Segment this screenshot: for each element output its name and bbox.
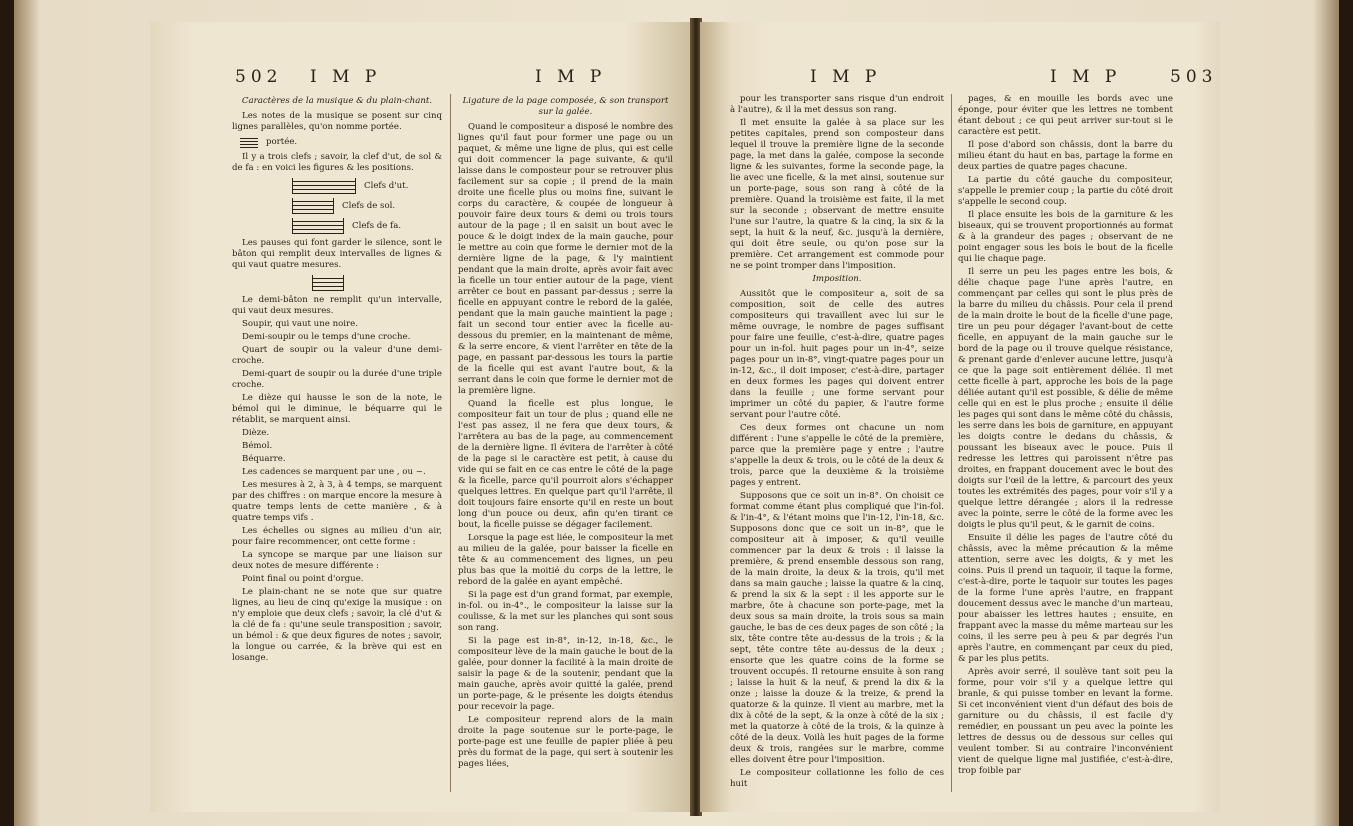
list-item: Bémol. — [242, 441, 273, 451]
page-number: 502 — [235, 67, 283, 87]
staff-icon — [312, 275, 344, 291]
list-item: Demi-soupir ou le temps d'une croche. — [242, 332, 411, 342]
running-head: I M P — [310, 67, 382, 87]
paragraph: Les notes de la musique se posent sur cinq lignes parallèles, qu'on nomme portée. — [232, 111, 442, 132]
left-page — [150, 22, 690, 812]
paragraph: Ensuite il délie les pages de l'autre côté du châssis, avec la même précaution & la même attention, serre avec les doigts, & y met les coins. Puis il prend un taquoir, il taque la forme, c'est-à-dire, porte le taquoir sur toutes les pages de la forme l'une après l'autre, en frappant doucement dessus avec le manche d'un marteau, pour abaisser les lettres hautes ; ensuite, en frappant avec la masse du même marteau sur les coins, il les serre peu à peu & par degrés l'un après l'autre, en commençant par ceux du pied, & par les plus petits. — [958, 533, 1173, 664]
running-head: I M P — [535, 67, 607, 87]
staff-icon — [292, 198, 334, 214]
paragraph: Le plain-chant ne se note que sur quatre lignes, au lieu de cinq qu'exige la musique : on n'y emploie que deux clefs ; savoir, la clé d'ut & la clé de fa : qu'une seule transposition ; savoir, un bémol : & que deux figures de notes ; savoir, la longue ou carrée, & la brève qui est en losange. — [232, 587, 442, 663]
clef-figure — [292, 178, 442, 194]
book-edge-right — [1339, 0, 1353, 826]
paragraph: Si la page est in-8°, in-12, in-18, &c., le compositeur lève de la main gauche le bout de la galée, pour donner la facilité à la main droite de saisir la page & de la soutenir, pendant que la main gauche, après avoir quitté la galée, prend un porte-page, & le présente les doigts étendus pour recevoir la page. — [458, 636, 673, 712]
section-title: Imposition. — [812, 274, 862, 284]
paragraph: pour les transporter sans risque d'un endroit à l'autre), & il la met dessus son rang. — [730, 94, 944, 115]
paragraph: Aussitôt que le compositeur a, soit de sa composition, soit de celle des autres compositeurs qui travaillent avec lui sur le même ouvrage, le nombre de pages suffisant pour faire une feuille, c'est-à-dire, quatre pages pour un in-fol. huit pages pour un in-4°, seize pages pour un in-8°, vingt-quatre pages pour un in-12, &c., il doit imposer, c'est-à-dire, partager en deux formes les pages qui doivent entrer dans la feuille ; une forme servant pour imprimer un côté du papier, & l'autre forme servant pour l'autre côté. — [730, 289, 944, 420]
staff-icon — [292, 218, 344, 234]
baton-figure — [312, 275, 442, 291]
paragraph: Le dièze qui hausse le son de la note, le bémol qui le diminue, le béquarre qui le rétablit, se marquent ainsi. — [232, 393, 442, 425]
paragraph: Le compositeur collationne les folio de ces huit — [730, 768, 944, 789]
column-rule — [450, 94, 451, 792]
paragraph: Ces deux formes ont chacune un nom différent : l'une s'appelle le côté de la première, parce que la première page y entre ; l'autre s'appelle la deux & trois, ou le côté de la deux & trois, parce que la deuxième & la troisième pages y entrent. — [730, 423, 944, 488]
book-edge-left — [0, 0, 14, 826]
section-title: Ligature de la page composée, & son transport sur la galée. — [462, 96, 669, 117]
list-item: Quart de soupir ou la valeur d'une demi-croche. — [232, 345, 442, 366]
clef-label: Clefs de fa. — [352, 220, 402, 231]
paragraph: Quand la ficelle est plus longue, le compositeur fait un tour de plus ; quand elle ne l'est pas assez, il ne fera que deux tours, & l'arrêtera au bas de la page, au commencement de la dernière ligne. Il évitera de l'arrêter à côté de la page si le caractère est petit, à cause du vide qui se fait en ce cas entre le côté de la page & la ficelle, parce qu'il pourroit alors s'échapper quelques lettres. En quelque part qu'il l'arrête, il doit toujours faire ensorte qu'il en reste un bout long d'un pouce ou deux, afin qu'en tirant ce bout, la ficelle puisse se dégager facilement. — [458, 399, 673, 530]
paragraph: Après avoir serré, il soulève tant soit peu la forme, pour voir s'il y a quelque lettre qui branle, & qui puisse tomber en levant la forme. Si cet inconvénient vient d'un défaut des bois de garniture ou du châssis, il est facile d'y remédier, en poussant un peu avec la pointe les lettres de dessus ou de dessous sur celles qui veulent tomber. Si au contraire l'inconvénient vient de quelque ligne mal justifiée, c'est-à-dire, trop foible par — [958, 667, 1173, 776]
right-column-1 — [730, 94, 944, 792]
clef-label: Clefs d'ut. — [364, 180, 409, 191]
paragraph: Il serre un peu les pages entre les bois, & délie chaque page l'une après l'autre, en commençant par celles qui sont le plus près de la barre du milieu du châssis. Pour cela il prend de la main droite le bout de la ficelle d'une page, tire un peu pour dégager l'avant-bout de cette ficelle, en appuyant de la main gauche sur le bord de la page ou il trouve quelque résistance, & prenant garde d'enlever aucune lettre, jusqu'à ce que la page soit entièrement déliée. Il met cette ficelle à part, approche les bois de la page déliée autant qu'il est possible, & délie de même celle qui en est le plus proche ; ensuite il délie les pages qui sont dans le même côté du châssis, les serre dans les bois de garniture, en appuyant les doigts contre le dedans du châssis, & poussant les biseaux avec le pouce. Puis il redresse les lettres qui paroissent n'être pas droites, en frappant doucement avec le bout des doigts sur l'œil de la lettre, & parcourt des yeux toutes les extrémités des pages, pour voir s'il y a quelque lettre dérangée ; alors il la redresse avec la pointe, serre le côté de la forme avec les doigts le plus qu'il peut, & le garnit de coins. — [958, 267, 1173, 530]
paragraph: pages, & en mouille les bords avec une éponge, pour éviter que les lettres ne tombent étant debout ; ce qui peut arriver sur-tout si le caractère est petit. — [958, 94, 1173, 137]
section-title: Caractères de la musique & du plain-chant. — [241, 96, 433, 106]
paragraph: Point final ou point d'orgue. — [242, 574, 364, 584]
paragraph: Quand le compositeur a disposé le nombre des lignes qu'il faut pour former une page ou un paquet, & même une ligne de plus, qui est celle qui doit commencer la page suivante, & qu'il laisse dans le composteur pour se retrouver plus facilement sur sa copie ; il prend de la main droite une ficelle plus ou moins fine, suivant le corps du caractère, & coupée de longueur à pouvoir faire deux tours & demi ou trois tours autour de la page ; il en saisit un bout avec le pouce & le doigt index de la main gauche, pour le mettre au coin que forme le dernier mot de la dernière ligne de la page, & l'y maintient pendant que la main droite, après avoir fait avec la ficelle un tour entier autour de la page, vient arrêter ce bout en passant par-dessus ; serre la ficelle en appuyant contre le rebord de la galée, pendant que la main gauche maintient la page ; fait un second tour entier avec la ficelle au-dessous du premier, en la maintenant de même, & la serre encore, & vient l'arrêter en tête de la page, en passant par-dessous les tours la partie de la ficelle qui est avant l'autre bout, & la serrant dans le coin que forme le dernier mot de la première ligne. — [458, 122, 673, 396]
paragraph: Lorsque la page est liée, le compositeur la met au milieu de la galée, pour baisser la ficelle en tête & au commencement des lignes, un peu plus bas que la moitié du corps de la lettre, le rebord de la galée en ayant empêché. — [458, 533, 673, 587]
paragraph: Il place ensuite les bois de la garniture & les biseaux, qui se trouvent proportionnés au format & à la grandeur des pages ; observant de ne point engager sous les bois le bout de la ficelle qui lie chaque page. — [958, 210, 1173, 264]
paragraph: Supposons que ce soit un in-8°. On choisit ce format comme étant plus compliqué que l'in-fol. & l'in-4°, & l'étant moins que l'in-12, l'in-18, &c. Supposons donc que ce soit un in-8°, que le compositeur ait à imposer, & qu'il veuille commencer par la deux & trois : il laisse la première, & prend ensemble dessous son rang, de la main droite, la deux & la trois, qu'il met dans sa main gauche ; laisse la quatre & la cinq, & prend la six & la sept : il les apporte sur le marbre, ôte à chacune son porte-page, met la deux sous sa main droite, la trois sous sa main gauche, le bas de ces deux pages de son côté ; la six, tête contre tête au-dessus de la trois ; & la sept, tête contre tête au-dessus de la deux ; ensorte que les quatre coins de la forme se trouvent occupés. Il retourne ensuite à son rang ; laisse la huit & la neuf, & prend la dix & la onze ; laisse la douze & la treize, & prend la quatorze & la quinze. Il vient au marbre, met la dix à côté de la sept, & la onze à côté de la six ; met la quatorze à côté de la trois, & la quinze à côté de la deux. Voilà les huit pages de la forme deux & trois, rangées sur le marbre, comme elles doivent être pour l'imposition. — [730, 491, 944, 765]
paragraph: Le compositeur reprend alors de la main droite la page soutenue sur le porte-page, le porte-page est une feuille de papier pliée à peu près du format de la page, qui sert à soutenir les pages liées, — [458, 715, 673, 769]
staff-icon — [240, 138, 258, 148]
paragraph: Les mesures à 2, à 3, à 4 temps, se marquent par des chiffres : on marque encore la mesure à quatre temps lents de cette manière , & à quatre temps vifs . — [232, 480, 442, 523]
list-item: Demi-quart de soupir ou la durée d'une triple croche. — [232, 369, 442, 390]
paragraph: Les pauses qui font garder le silence, sont le bâton qui remplit deux intervalles de lignes & qui vaut quatre mesures. — [232, 238, 442, 270]
list-item: Dièze. — [242, 428, 270, 438]
paragraph: Si la page est d'un grand format, par exemple, in-fol. ou in-4°., le compositeur la laisse sur la coulisse, & la met sur les planches qui sont sous son rang. — [458, 590, 673, 633]
paragraph: Le demi-bâton ne remplit qu'un intervalle, qui vaut deux mesures. — [232, 295, 442, 316]
list-item: Béquarre. — [242, 454, 286, 464]
paragraph: Il met ensuite la galée à sa place sur les petites capitales, prend son composteur dans lequel il trouve la première ligne de la seconde page, la met dans la galée, compose la seconde ligne & les suivantes, forme la seconde page, la lie avec une ficelle, & la met ainsi, soutenue sur un porte-page, sous son rang à côté de la première. Quand la troisième est faite, il la met sur la seconde ; observant de mettre ensuite l'une sur l'autre, la quatre & la cinq, la six & la sept, la huit & la neuf, &c. jusqu'à la dernière, qui doit être seule, ou qu'on pose sur la première. Cet arrangement est commode pour ne se point tromper dans l'imposition. — [730, 118, 944, 271]
list-item: Soupir, qui vaut une noire. — [242, 319, 358, 329]
clef-figure — [292, 218, 442, 234]
portee-label: portée. — [266, 137, 298, 147]
clef-label: Clefs de sol. — [342, 200, 396, 211]
paragraph: La partie du côté gauche du compositeur, s'appelle le premier coup ; la partie du côté droit s'appelle le second coup. — [958, 175, 1173, 207]
paragraph: Il y a trois clefs ; savoir, la clef d'ut, de sol & de fa : en voici les figures & les positions. — [232, 152, 442, 173]
left-column-1 — [232, 94, 442, 666]
right-column-2 — [958, 94, 1173, 779]
paragraph: Il pose d'abord son châssis, dont la barre du milieu étant du haut en bas, partage la forme en deux parties de quatre pages chacune. — [958, 140, 1173, 172]
left-column-2 — [458, 94, 673, 772]
column-rule — [951, 94, 952, 792]
paragraph: Les échelles ou signes au milieu d'un air, pour faire recommencer, ont cette forme : — [232, 526, 442, 547]
paragraph: La syncope se marque par une liaison sur deux notes de mesure différente : — [232, 550, 442, 571]
running-head: I M P — [810, 67, 882, 87]
page-number: 503 — [1170, 67, 1218, 87]
clef-figure — [292, 198, 442, 214]
right-page — [700, 22, 1220, 812]
running-head: I M P — [1050, 67, 1122, 87]
staff-icon — [292, 178, 356, 194]
paragraph: Les cadences se marquent par une , ou ~. — [242, 467, 426, 477]
portee-figure — [240, 137, 442, 148]
